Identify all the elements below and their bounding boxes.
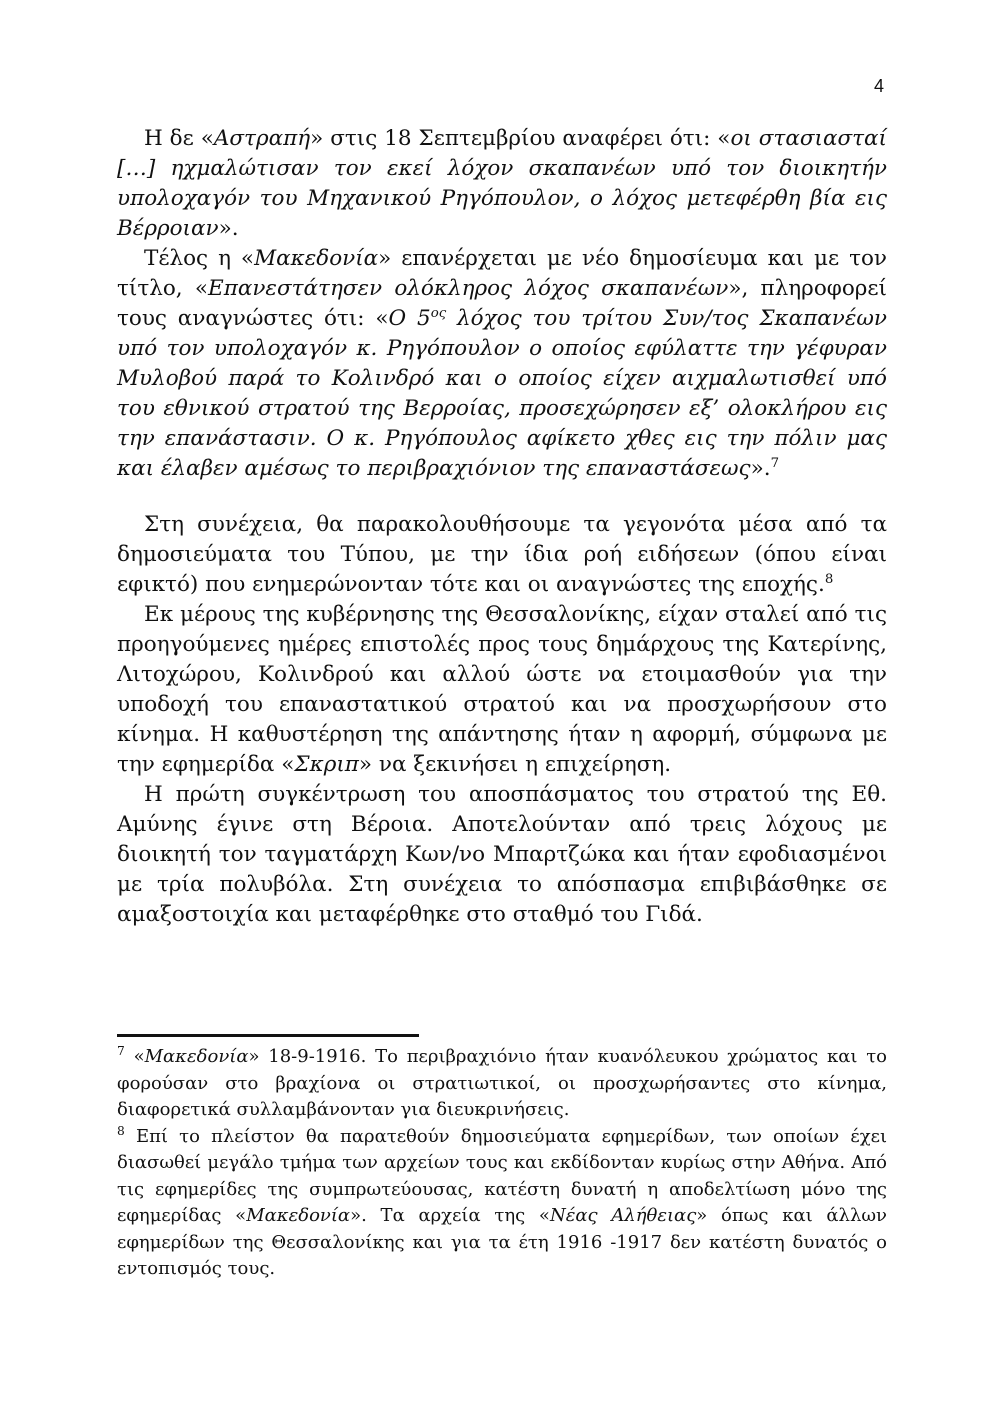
text-run: ». — [750, 456, 771, 481]
newspaper-name: Αστραπή — [213, 126, 311, 151]
text-run: ». Τα αρχεία της « — [350, 1205, 550, 1226]
text-run: », πληροφορεί τους αναγνώστες ότι: « — [117, 276, 887, 331]
text-run: Η πρώτη συγκέντρωση του αποσπάσματος του στρατού της Εθ. Αμύνης έγινε στη Βέροια. Αποτελούνταν από τρεις λόχους με διοικητή τον ταγματάρχη Κων/νο Μπαρτζώκα και ήταν εφοδιασμένοι με τρία πολυβόλα. Στη συνέχεια το απόσπασμα επιβιβάσθηκε σε αμαξοστοιχία και μεταφέρθηκε στο σταθμό του Γιδά. — [117, 782, 887, 927]
footnote-7 — [117, 1044, 887, 1124]
text-run: « — [124, 1046, 145, 1067]
newspaper-name: Μακεδονία — [254, 246, 379, 271]
text-run: Εκ μέρους της κυβέρνησης της Θεσσαλονίκης, είχαν σταλεί από τις προηγούμενες ημέρες επιστολές προς τους δημάρχους της Κατερίνης, Λιτοχώρου, Κολινδρού και αλλού ώστε να ετοιμασθούν για την υποδοχή του επαναστατικού στρατού και να προσχωρήσουν στο κίνημα. Η καθυστέρηση της απάντησης ήταν η αφορμή, σύμφωνα με την εφημερίδα « — [117, 602, 887, 777]
footnote-number: 7 — [117, 1044, 125, 1058]
paragraph-makedonia-quote — [117, 244, 887, 484]
footnote-ref-8[interactable]: 8 — [824, 571, 834, 587]
text-run: Στη συνέχεια, θα παρακολουθήσουμε τα γεγονότα μέσα από τα δημοσιεύματα του Τύπου, με την ίδια ροή ειδήσεων (όπου είναι εφικτό) που ενημερώνονταν τότε και οι αναγνώστες της εποχής. — [117, 512, 887, 597]
text-run: » όπως και άλλων εφημερίδων της Θεσσαλονίκης και για τα έτη 1916 -1917 δεν κατέστη δυνατός ο εντοπισμός τους. — [117, 1205, 887, 1279]
paragraph-government-letters — [117, 600, 887, 780]
quotation: οι στασιασταί […] ηχμαλώτισαν τον εκεί λόχον σκαπανέων υπό τον διοικητήν υπολοχαγόν του Μηχανικού Ρηγόπουλον, ο λόχος μετεφέρθη βία εις Βέρροιαν — [117, 126, 887, 241]
text-run: » 18-9-1916. Το περιβραχιόνιο ήταν κυανόλευκου χρώματος και το φορούσαν στο βραχίονα οι στρατιωτικοί, οι προσχωρήσαντες στο κίνημα, διαφορετικά συλλαμβάνονταν για διευκρινήσεις. — [117, 1046, 887, 1120]
main-text — [117, 124, 887, 930]
text-run: » επανέρχεται με νέο δημοσίευμα και με τον τίτλο, « — [117, 246, 887, 301]
text-run: Επί το πλείστον θα παρατεθούν δημοσιεύματα εφημερίδων, των οποίων έχει διασωθεί μεγάλο τμήμα των αρχείων τους και εκδίδονταν κυρίως στην Αθήνα. Από τις εφημερίδες της συμπρωτεύουσας, κατέστη δυνατή η αποδελτίωση μόνο της εφημερίδας « — [117, 1125, 887, 1226]
footnote-8 — [117, 1124, 887, 1283]
paragraph-astrapi-quote — [117, 124, 887, 244]
footnote-separator — [117, 1034, 419, 1037]
quotation: λόχος του τρίτου Συν/τος Σκαπανέων υπό τον υπολοχαγόν κ. Ρηγόπουλον ο οποίος εφύλαττε την γέφυραν Μυλοβού παρά το Κολινδρό και ο οποίος είχεν αιχμαλωτισθεί υπό του εθνικού στρατού της Βερροίας, προσεχώρησεν εξ’ ολοκλήρου εις την επανάστασιν. Ο κ. Ρηγόπουλος αφίκετο χθες εις την πόλιν μας και έλαβεν αμέσως το περιβραχιόνιον της επαναστάσεως — [117, 306, 887, 481]
text-run: » να ξεκινήσει η επιχείρηση. — [358, 752, 672, 777]
text-run: Η δε « — [144, 126, 214, 151]
footnotes — [117, 1044, 887, 1283]
text-run: » στις 18 Σεπτεμβρίου αναφέρει ότι: « — [310, 126, 731, 151]
paragraph-press-sequence — [117, 510, 887, 600]
article-title: Επανεστάτησεν ολόκληρος λόχος σκαπανέων — [208, 276, 729, 301]
text-run: Τέλος η « — [144, 246, 255, 271]
footnote-number: 8 — [117, 1123, 125, 1138]
quotation: Ο 5 — [388, 306, 431, 331]
ordinal-suffix: ος — [430, 305, 447, 321]
newspaper-name: Μακεδονία — [246, 1205, 351, 1226]
text-run: ». — [218, 216, 239, 241]
paragraph-veria-detachment — [117, 780, 887, 930]
page-number: 4 — [874, 76, 885, 96]
footnote-ref-7[interactable]: 7 — [770, 455, 780, 471]
newspaper-name: Μακεδονία — [144, 1046, 249, 1067]
newspaper-name: Σκριπ — [294, 752, 359, 777]
newspaper-name: Νέας Αλήθειας — [549, 1205, 697, 1226]
